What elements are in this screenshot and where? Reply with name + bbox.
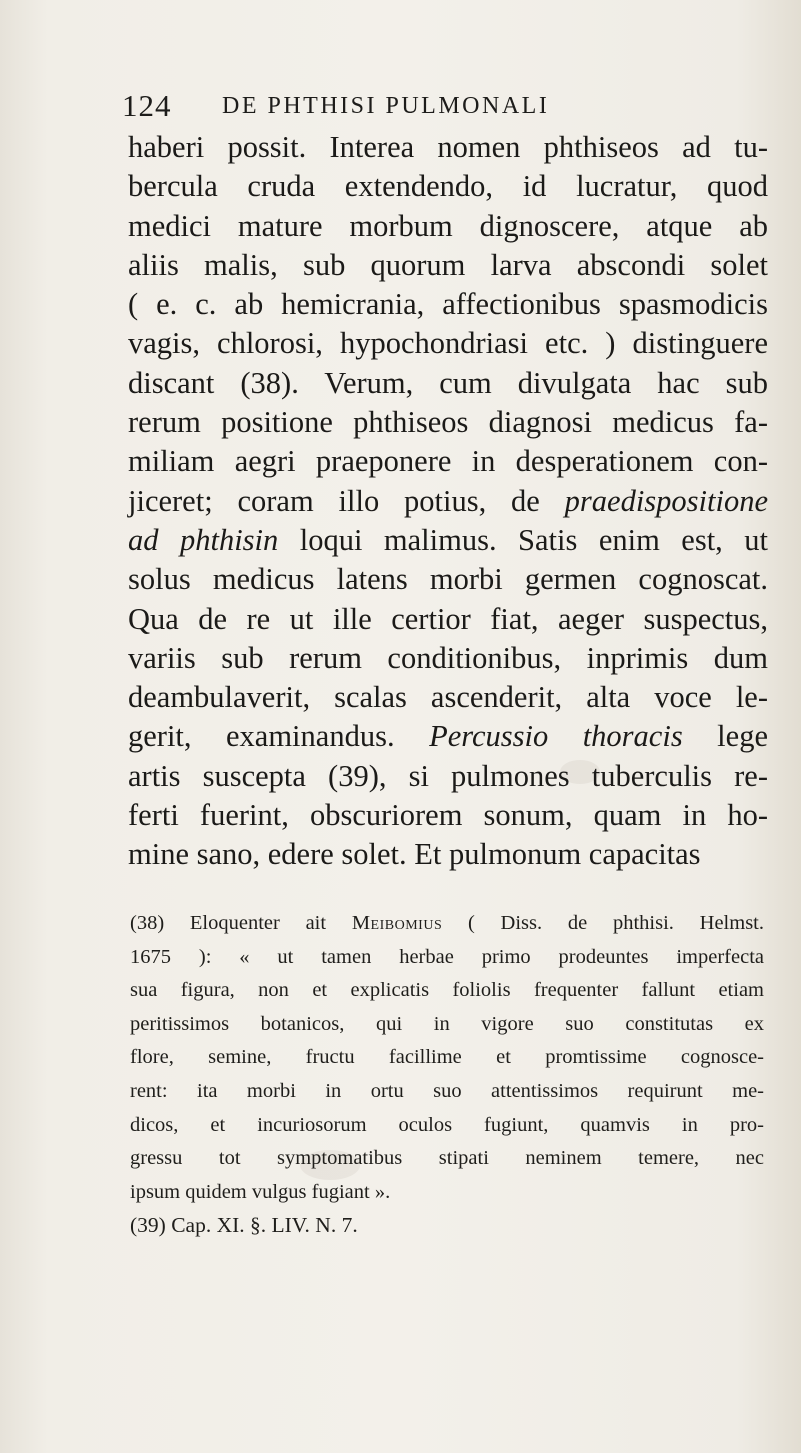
page-number: 124 xyxy=(122,88,172,123)
italic-term: Percussio thoracis xyxy=(429,719,683,754)
text-line: solus medicus latens morbi germen cognoscat. xyxy=(128,562,768,597)
text-line: vagis, chlorosi, hypochondriasi etc. ) distinguere xyxy=(128,326,768,361)
text-line: rerum positione phthiseos diagnosi medicus fa- xyxy=(128,405,768,440)
text-line: discant (38). Verum, cum divulgata hac sub xyxy=(128,365,768,400)
text-line: ad phthisin loqui malimus. Satis enim est, ut xyxy=(128,522,768,557)
footnote-line: sua figura, non et explicatis foliolis frequenter fallunt etiam xyxy=(130,979,764,1002)
footnote-line: gressu tot symptomatibus stipati neminem temere, nec xyxy=(130,1147,764,1170)
text-line: haberi possit. Interea nomen phthiseos ad tu- xyxy=(128,130,768,164)
footnote-line: 1675 ): « ut tamen herbae primo prodeuntes imperfecta xyxy=(130,945,764,968)
text-line-mixed xyxy=(128,482,768,521)
footnote-line: rent: ita morbi in ortu suo attentissimos requirunt me- xyxy=(130,1079,764,1102)
text-line: artis suscepta (39), si pulmones tuberculis re- xyxy=(128,758,768,793)
text-segment: ( Diss. de phthisi. Helmst. xyxy=(442,912,764,934)
text-line: aliis malis, sub quorum larva abscondi solet xyxy=(128,247,768,282)
footnote-line: ipsum quidem vulgus fugiant ». xyxy=(130,1180,391,1203)
footnote-line: (39) Cap. XI. §. LIV. N. 7. xyxy=(130,1213,358,1238)
text-line: bercula cruda extendendo, id lucratur, quod xyxy=(128,169,768,204)
text-line: ferti fuerint, obscuriorem sonum, quam in ho- xyxy=(128,798,768,833)
main-text xyxy=(128,128,768,875)
text-line: mine sano, edere solet. Et pulmonum capacitas xyxy=(128,837,701,872)
text-segment: (38) Eloquenter ait xyxy=(130,912,352,934)
text-line: Qua de re ut ille certior fiat, aeger suspectus, xyxy=(128,601,768,636)
text-line: medici mature morbum dignoscere, atque ab xyxy=(128,208,768,243)
italic-term: praedispositione xyxy=(564,483,768,518)
footnotes xyxy=(130,907,764,1243)
text-line: ( e. c. ab hemicrania, affectionibus spasmodicis xyxy=(128,287,768,322)
author-name: Meibomius xyxy=(351,912,443,934)
text-line: miliam aegri praeponere in desperationem con- xyxy=(128,444,768,479)
footnote-line: flore, semine, fructu facillime et promtissime cognosce- xyxy=(130,1046,764,1069)
footnote-line: peritissimos botanicos, qui in vigore suo constitutas ex xyxy=(130,1012,764,1035)
text-segment: jiceret; coram illo potius, de xyxy=(128,483,565,518)
text-line: deambulaverit, scalas ascenderit, alta voce le- xyxy=(128,680,768,715)
text-line-mixed xyxy=(128,717,768,756)
footnote-line: dicos, et incuriosorum oculos fugiunt, quamvis in pro- xyxy=(130,1113,764,1136)
text-segment: gerit, examinandus. xyxy=(128,719,430,754)
text-line: variis sub rerum conditionibus, inprimis dum xyxy=(128,640,768,675)
italic-term: ad phthisin xyxy=(128,522,279,557)
running-head xyxy=(122,88,722,124)
text-segment: lege xyxy=(682,719,768,754)
running-title: DE PHTHISI PULMONALI xyxy=(222,93,550,119)
footnote-line-mixed xyxy=(130,907,764,941)
